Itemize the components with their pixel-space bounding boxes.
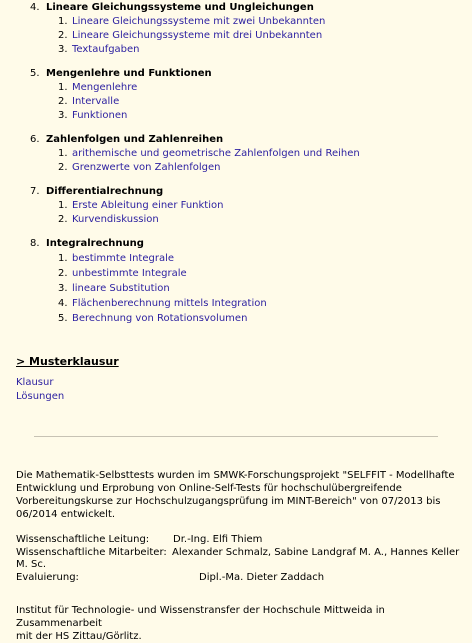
list-item[interactable] [58, 253, 174, 264]
list-item[interactable] [58, 268, 187, 279]
project-description [16, 469, 461, 521]
section-title-text: Zahlenfolgen und Zahlenreihen [46, 134, 224, 145]
item-number: 2. [58, 96, 68, 107]
list-item[interactable] [58, 148, 360, 159]
section-title-text: Integralrechnung [46, 238, 144, 249]
list-item[interactable] [58, 110, 127, 121]
list-item[interactable] [58, 162, 220, 173]
item-link[interactable]: bestimmte Integrale [72, 253, 175, 264]
list-item[interactable] [58, 283, 170, 294]
leitung-row [16, 534, 263, 545]
section-number: 7. [30, 186, 40, 197]
item-number: 5. [58, 313, 68, 324]
item-link[interactable]: unbestimmte Integrale [72, 268, 187, 279]
item-link[interactable]: Kurvendiskussion [72, 214, 159, 225]
item-number: 3. [58, 283, 68, 294]
paragraph-line: Institut für Technologie- und Wissenstransfer der Hochschule Mittweida in Zusammenarbeit [16, 605, 385, 629]
item-number: 3. [58, 44, 68, 55]
section-title [30, 186, 163, 197]
paragraph-line: Vorbereitungskurse zur Hochschulzugangsprüfung im MINT-Bereich" von 07/2013 bis [16, 496, 441, 507]
list-item[interactable] [58, 30, 322, 41]
item-link[interactable]: Intervalle [72, 96, 120, 107]
loesungen-link[interactable]: Lösungen [16, 391, 65, 402]
list-item[interactable] [58, 96, 119, 107]
item-number: 2. [58, 268, 68, 279]
section-title [30, 2, 314, 13]
list-item[interactable] [58, 82, 137, 93]
item-link[interactable]: Erste Ableitung einer Funktion [72, 200, 224, 211]
evaluierung-row [16, 572, 325, 583]
item-link[interactable]: Lineare Gleichungssysteme mit zwei Unbekannten [72, 16, 326, 27]
item-number: 2. [58, 30, 68, 41]
list-item[interactable] [58, 44, 140, 55]
item-link[interactable]: Lineare Gleichungssysteme mit drei Unbekannten [72, 30, 323, 41]
section-title-text: Differentialrechnung [46, 186, 164, 197]
section-number: 6. [30, 134, 40, 145]
item-number: 3. [58, 110, 68, 121]
institut-info [16, 604, 461, 643]
item-link[interactable]: Berechnung von Rotationsvolumen [72, 313, 248, 324]
item-link[interactable]: Mengenlehre [72, 82, 138, 93]
item-number: 1. [58, 253, 68, 264]
section-title-text: Lineare Gleichungssysteme und Ungleichungen [46, 2, 314, 13]
list-item[interactable] [58, 298, 267, 309]
item-number: 4. [58, 298, 68, 309]
list-item[interactable] [58, 214, 159, 225]
mitarbeiter-label: Wissenschaftliche Mitarbeiter: [16, 547, 167, 558]
item-number: 2. [58, 162, 68, 173]
item-number: 1. [58, 82, 68, 93]
item-link[interactable]: Flächenberechnung mittels Integration [72, 298, 267, 309]
section-title [30, 68, 212, 79]
mitarbeiter-value: Alexander Schmalz, Sabine Landgraf M. A., Hannes Keller [172, 547, 460, 558]
section-title [30, 238, 144, 249]
paragraph-line: Die Mathematik-Selbsttests wurden im SMWK-Forschungsprojekt "SELFFIT - Modellhafte [16, 470, 455, 481]
item-number: 1. [58, 148, 68, 159]
item-number: 1. [58, 200, 68, 211]
paragraph-line: 06/2014 entwickelt. [16, 509, 116, 520]
item-link[interactable]: Grenzwerte von Zahlenfolgen [72, 162, 221, 173]
evaluierung-value: Dipl.-Ma. Dieter Zaddach [199, 572, 325, 583]
leitung-value: Dr.-Ing. Elfi Thiem [173, 534, 263, 545]
klausur-link[interactable]: Klausur [16, 377, 54, 388]
item-link[interactable]: Textaufgaben [72, 44, 140, 55]
musterklausur-heading[interactable]: > Musterklausur [16, 355, 119, 368]
list-item[interactable] [58, 313, 247, 324]
paragraph-line: Entwicklung und Erprobung von Online-Self-Tests für hochschulübergreifende [16, 483, 402, 494]
section-title [30, 134, 223, 145]
mitarbeiter-row [16, 547, 460, 558]
item-number: 2. [58, 214, 68, 225]
section-title-text: Mengenlehre und Funktionen [46, 68, 212, 79]
item-link[interactable]: Funktionen [72, 110, 128, 121]
mitarbeiter-continuation: M. Sc. [16, 559, 47, 570]
leitung-label: Wissenschaftliche Leitung: [16, 534, 150, 545]
list-item[interactable] [58, 200, 223, 211]
item-link[interactable]: lineare Substitution [72, 283, 170, 294]
section-number: 4. [30, 2, 40, 13]
item-link[interactable]: arithemische und geometrische Zahlenfolgen und Reihen [72, 148, 360, 159]
section-number: 5. [30, 68, 40, 79]
paragraph-line: mit der HS Zittau/Görlitz. [16, 631, 142, 642]
divider [34, 436, 438, 437]
item-number: 1. [58, 16, 68, 27]
evaluierung-label: Evaluierung: [16, 572, 79, 583]
section-number: 8. [30, 238, 40, 249]
list-item[interactable] [58, 16, 325, 27]
